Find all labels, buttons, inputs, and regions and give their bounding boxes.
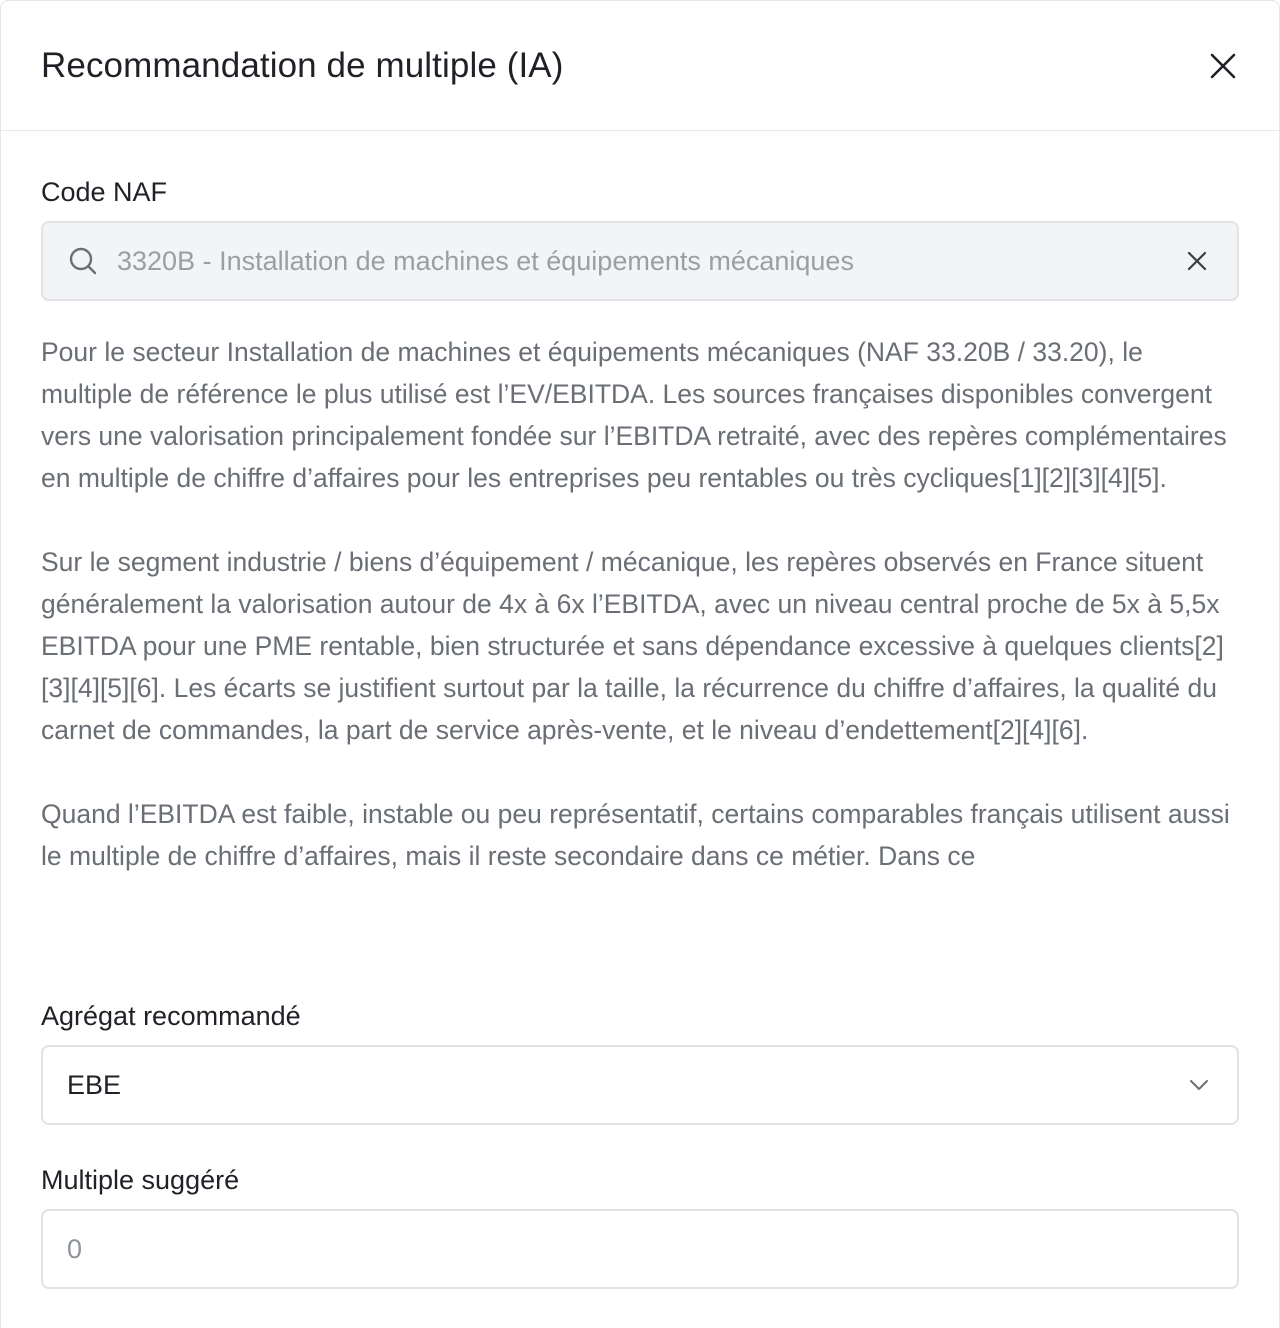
dialog-title: Recommandation de multiple (IA) xyxy=(41,45,564,85)
suggested-multiple-input[interactable] xyxy=(67,1234,1213,1265)
clear-naf-button[interactable] xyxy=(1181,245,1213,277)
search-icon xyxy=(67,245,99,277)
dialog-header xyxy=(1,1,1279,131)
close-icon xyxy=(1209,52,1237,80)
clear-icon xyxy=(1186,250,1208,272)
suggested-multiple-field xyxy=(41,1209,1239,1289)
description-paragraph: Sur le segment industrie / biens d’équipement / mécanique, les repères observés en France situent généralement la valorisation autour de 4x à 6x l’EBITDA, avec un niveau central proche de 5x à 5,5x EBITDA pour une PME rentable, bien structurée et sans dépendance excessive à quelques clients[2][3][4][5][6]. Les écarts se justifient surtout par la taille, la récurrence du chiffre d’affaires, la qualité du carnet de commandes, la part de service après-vente, et le niveau d’endettement[2][4][6]. xyxy=(41,547,1224,745)
aggregate-label: Agrégat recommandé xyxy=(41,1001,301,1031)
aggregate-selected-value: EBE xyxy=(67,1069,122,1100)
naf-code-search xyxy=(41,221,1239,301)
chevron-down-icon xyxy=(1187,1073,1211,1097)
suggested-multiple-label: Multiple suggéré xyxy=(41,1165,240,1195)
naf-code-label: Code NAF xyxy=(41,177,168,207)
aggregate-select[interactable] xyxy=(41,1045,1239,1125)
close-button[interactable] xyxy=(1201,44,1245,88)
description-paragraph: Quand l’EBITDA est faible, instable ou peu représentatif, certains comparables français utilisent aussi le multiple de chiffre d’affaires, mais il reste secondaire dans ce métier. Dans ce xyxy=(41,799,1230,871)
dialog-body xyxy=(1,175,1279,1289)
ai-recommendation-text xyxy=(41,331,1239,961)
description-paragraph: Pour le secteur Installation de machines et équipements mécaniques (NAF 33.20B / 33.20), le multiple de référence le plus utilisé est l’EV/EBITDA. Les sources françaises disponibles convergent vers une valorisation principalement fondée sur l’EBITDA retraité, avec des repères complémentaires en multiple de chiffre d’affaires pour les entreprises peu rentables ou très cycliques[1][2][3][4][5]. xyxy=(41,337,1227,493)
naf-code-input[interactable] xyxy=(117,246,1181,277)
